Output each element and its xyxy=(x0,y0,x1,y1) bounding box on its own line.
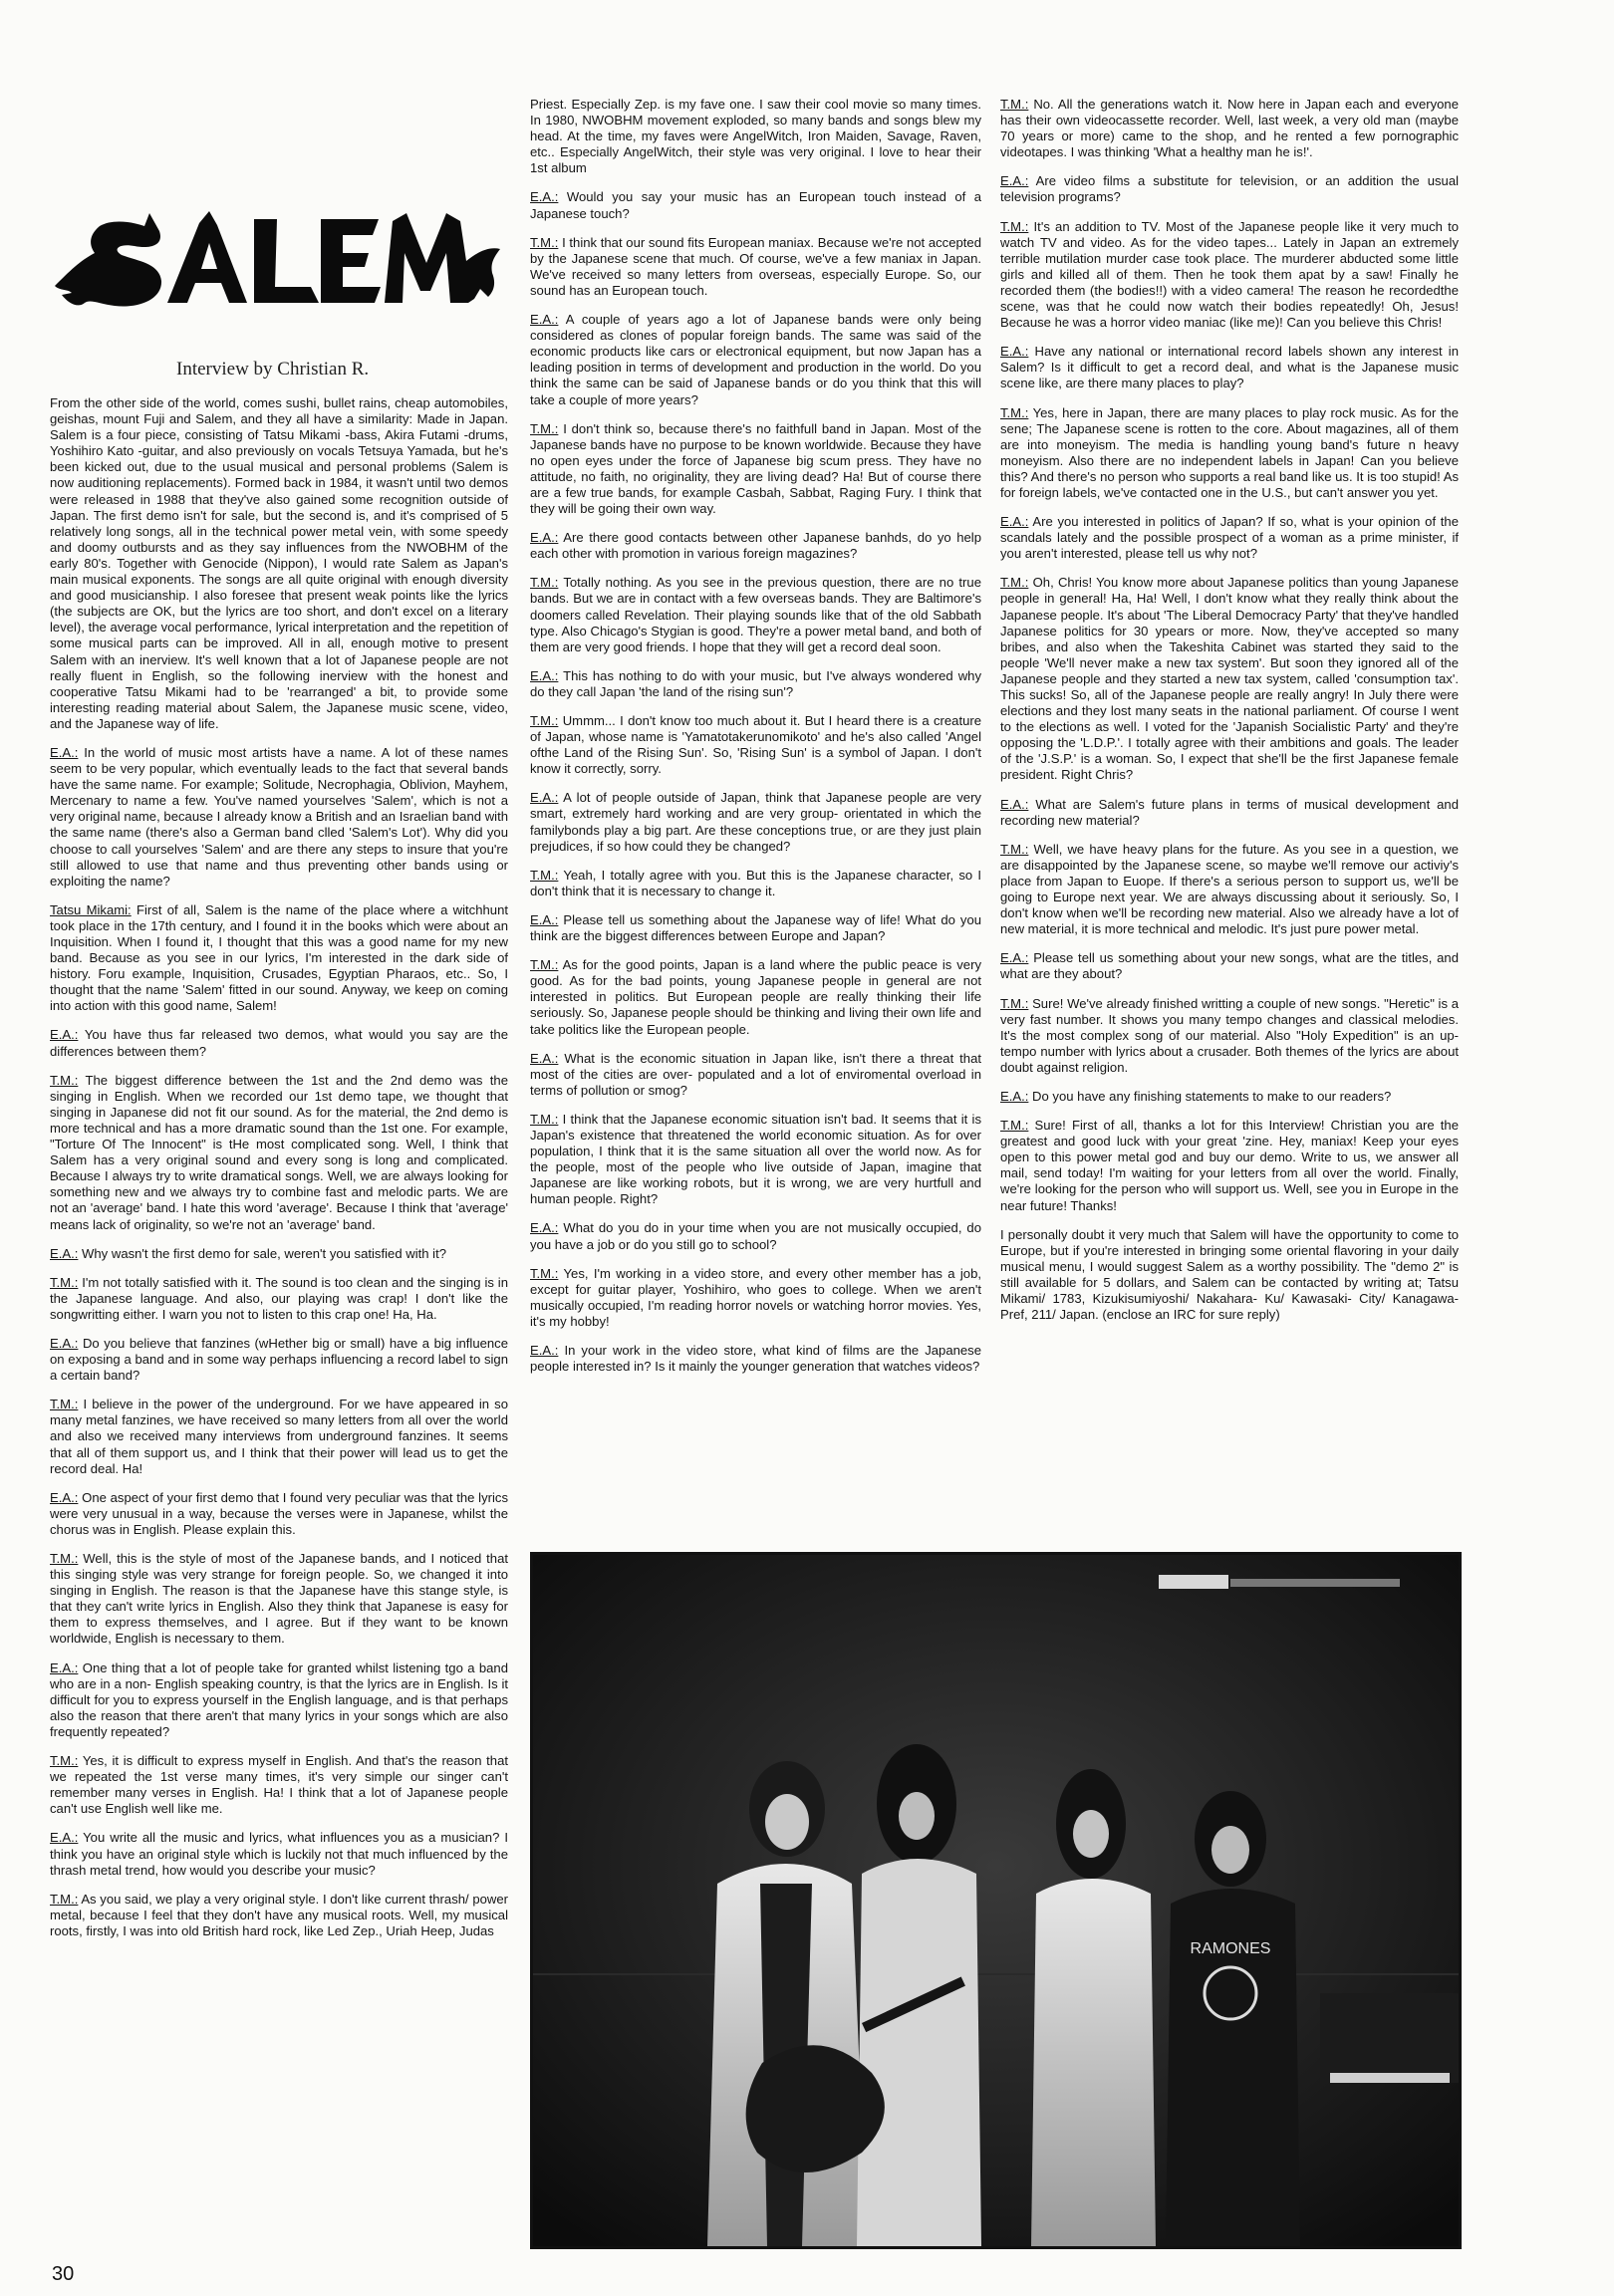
speaker-label: T.M.: xyxy=(50,1753,79,1769)
paragraph xyxy=(50,902,508,1015)
speaker-label: E.A.: xyxy=(1000,514,1029,530)
paragraph-text: One aspect of your first demo that I found very peculiar was that the lyrics were very unusual in a way, because the verses were in Japanese, whilst the chorus was in English. Please explain this. xyxy=(50,1489,508,1537)
paragraph-text: I don't think so, because there's no faithfull band in Japan. Most of the Japanese bands have no purpose to be known worldwide. Because they have no open eyes under the force of Japanese big scum press. They have no attitude, no faith, no originality, they are living dead? Ha! But of course there are a few true bands, for example Casbah, Sabbat, Raging Fury. I think that they will be going their own way. xyxy=(530,420,981,517)
paragraph-text: As for the good points, Japan is a land where the public peace is very good. As for the bad points, young Japanese people in general are not interested in politics. But European people are really thinking their life seriously. So, Japanese people should be thinking and living their own life and take politics like the European people. xyxy=(530,957,981,1037)
paragraph-text: Please tell us something about the Japanese way of life! What do you think are the biggest differences between Europe and Japan? xyxy=(530,911,981,944)
paragraph xyxy=(50,745,508,890)
paragraph-text: What do you do in your time when you are not musically occupied, do you have a job or do you still go to school? xyxy=(530,1220,981,1252)
paragraph xyxy=(1000,1227,1459,1324)
paragraph-text: Oh, Chris! You know more about Japanese politics than young Japanese people in general! Ha, Ha! Well, I don't know what they really think about the Japanese people. It's about 'The Liberal Democracy Party' that they've handled Japanese politics for 30 ypears or more. Now, they've accepted so many bribes, and also when the Takeshita Cabinet was started they said to the people 'We'll never make a new tax system'. But soon they ignored all of the Japanese people and they started a new tax system, called 'consumption tax'. This sucks! So, all of the Japanese people are really angry! In July there were elections and they lost many seats in the national parliament. Of course I went to the elections as well. I voted for the 'Japanish Socialistic Party' and they're opposing the 'L.D.P.'. I totally agree with their ambitions and goals. The leader of the 'J.S.P.' is a woman. So, I expect that she'll be the first Japanese female president. Right Chris? xyxy=(1000,575,1459,783)
paragraph xyxy=(1000,173,1459,205)
paragraph xyxy=(1000,405,1459,502)
paragraph-text: You write all the music and lyrics, what influences you as a musician? I think you have an original style which is luckily not that much influenced by the thrash metal trend, how would you describe your music? xyxy=(50,1830,508,1878)
speaker-label: T.M.: xyxy=(1000,218,1029,234)
speaker-label: T.M.: xyxy=(1000,1118,1029,1134)
paragraph xyxy=(50,395,508,732)
paragraph-text: Have any national or international record labels shown any interest in Salem? Is it difficult to get a record deal, and what is the Japanese music scene like, are there many places to play? xyxy=(1000,344,1459,391)
paragraph xyxy=(530,1051,981,1099)
speaker-label: T.M.: xyxy=(530,957,559,973)
paragraph-text: You have thus far released two demos, what would you say are the differences between them? xyxy=(50,1027,508,1059)
paragraph-text: What is the economic situation in Japan like, isn't there a threat that most of the cities are over- populated and a lot of enviromental overload in terms of pollution or smog? xyxy=(530,1050,981,1098)
paragraph-text: Yes, I'm working in a video store, and every other member has a job, except for guitar player, Yoshihiro, who goes to college. When we aren't musically occupied, I'm reading horror novels or watching horror movies. Yes, it's my hobby! xyxy=(530,1265,981,1329)
paragraph-text: Are you interested in politics of Japan? If so, what is your opinion of the scandals lately and the possible prospect of a woman as a prime minister, if you aren't interested, please tell us why not? xyxy=(1000,514,1459,562)
paragraph xyxy=(530,957,981,1037)
paragraph xyxy=(530,530,981,562)
paragraph-text: A couple of years ago a lot of Japanese bands were only being considered as clones of popular foreign bands. The same was said of the economic products like cars or electronical equipment, but now Japan has a leading position in terms of development and production in the world. Do you think the same can be said of Japanese bands or do you think that this will take a couple of more years? xyxy=(530,312,981,407)
paragraph xyxy=(530,1343,981,1375)
speaker-label: E.A.: xyxy=(530,667,559,683)
speaker-label: T.M.: xyxy=(50,1274,79,1290)
speaker-label: T.M.: xyxy=(1000,97,1029,112)
paragraph xyxy=(50,1490,508,1538)
paragraph xyxy=(1000,1089,1459,1105)
paragraph-text: Do you have any finishing statements to make to our readers? xyxy=(1032,1088,1392,1104)
article-column-1 xyxy=(50,395,508,2253)
paragraph-text: What are Salem's future plans in terms of musical development and recording new material? xyxy=(1000,796,1459,828)
speaker-label: E.A.: xyxy=(530,1343,559,1358)
speaker-label: T.M.: xyxy=(50,1397,79,1412)
paragraph-text: I think that our sound fits European maniax. Because we're not accepted by the Japanese scene that much. Of course, we've a few maniax in Japan. We've received so many letters from overseas, especially Europe. So, our sound has an European touch. xyxy=(530,234,981,298)
paragraph-text: From the other side of the world, comes sushi, bullet rains, cheap automobiles, geishas, mount Fuji and Salem, and they all have a similarity: Made in Japan. Salem is a four piece, consisting of Tatsu Mikami -bass, Akira Futami -drums, Yoshihiro Kato -guitar, and also previously on vocals Tetsuya Yamada, but he's been kicked out, due to the usual musical and personal problems (Salem is now auditioning replacements). Formed back in 1984, it wasn't until two demos were released in 1988 that they've also gained some recognition outside of Japan. The first demo isn't for sale, but the second is, and it's comprised of 5 relatively long songs, all in the technical power metal vein, with some speedy and doomy outbursts and as they say influences from the NWOBHM of the early 80's. Together with Genocide (Nippon), I would rate Salem as Japan's main musical exponents. The songs are all quite original with enough diversity and good musicianship. I also foresee that present weak points like the lyrics (the subjects are OK, but the lyrics are too short, and don't excel on a literary level), the average vocal performance, lyrical interpretation and the repetition of some musical parts can be improved. All in all, enough motive to present Salem with an inerview. It's well known that a lot of Japanese people are not really fluent in English, so the following inerview with the honest and cooperative Tatsu Mikami had to be 'rearranged' a bit, to provide some interesting reading material about Salem, the Japanese music scene, video, and the Japanese way of life. xyxy=(50,395,508,731)
paragraph xyxy=(50,1397,508,1476)
paragraph-text: Well, we have heavy plans for the future. As you see in a question, we are disappointed by the Japanese scene, so maybe we'll remove our activiy's place from Japan to Euope. If there's a serious person to support us, we'll be going to Europe next year. We are always discussing about it seriously. So, I don't know when we'll be recording new material. Also we already have a lot of new material, it is more technical and melodic. It's just pure power metal. xyxy=(1000,841,1459,937)
speaker-label: E.A.: xyxy=(50,1027,79,1043)
paragraph-text: A lot of people outside of Japan, think that Japanese people are very smart, extremely hard working and are very group- orientated in which the familybonds play a big part. Are these conceptions true, or are they just plain prejudices, if so how could they be changed? xyxy=(530,790,981,854)
speaker-label: T.M.: xyxy=(50,1551,79,1566)
paragraph xyxy=(1000,219,1459,332)
speaker-label: E.A.: xyxy=(1000,1088,1029,1104)
paragraph xyxy=(530,1220,981,1252)
paragraph-text: Why wasn't the first demo for sale, weren't you satisfied with it? xyxy=(82,1245,446,1261)
speaker-label: T.M.: xyxy=(530,867,559,883)
paragraph-text: I believe in the power of the underground. For we have appeared in so many metal fanzines, we have received so many letters from all over the world and also we received many interviews from underground fanzines. It seems that all of them support us, and I think that their power will lead us to get the record deal. Ha! xyxy=(50,1397,508,1476)
paragraph-text: Would you say your music has an European touch instead of a Japanese touch? xyxy=(530,189,981,221)
speaker-label: E.A.: xyxy=(50,1335,79,1351)
article-column-3 xyxy=(1000,97,1459,1536)
paragraph xyxy=(1000,1118,1459,1214)
paragraph-text: Sure! We've already finished writting a couple of new songs. "Heretic" is a very fast number. It shows you many tempo changes and classical melodies. It's the most complex song of our material. Also "Holy Expedition" is an up-tempo number with lyrics about a crusader. Both themes of the lyrics are about doubt against religion. xyxy=(1000,995,1459,1075)
speaker-label: E.A.: xyxy=(530,1050,559,1066)
paragraph-text: I personally doubt it very much that Salem will have the opportunity to come to Europe, but if you're interested in bringing some oriental flavoring in your daily musical menu, I would suggest Salem as a worthy possibility. The "demo 2" is still available for 5 dollars, and Salem can be contacted by writing at; Tatsu Mikami/ 1783, Kizukisumiyoshi/ Nakahara- Ku/ Kawasaki- City/ Kanagawa- Pref, 211/ Japan. (enclose an IRC for sure reply) xyxy=(1000,1226,1459,1323)
shirt-print: RAMONES xyxy=(1190,1940,1271,1957)
paragraph xyxy=(50,1830,508,1878)
paragraph-text: Ummm... I don't know too much about it. But I heard there is a creature of Japan, whose name is 'Yamatotakerunomikoto' and he's also called 'Angel ofthe Land of the Rising Sun'. So, 'Rising Sun' is a symbol of Japan. I don't know it correctly, sorry. xyxy=(530,713,981,777)
paragraph xyxy=(1000,797,1459,829)
speaker-label: E.A.: xyxy=(530,189,559,205)
speaker-label: E.A.: xyxy=(530,1220,559,1236)
speaker-label: T.M.: xyxy=(530,1111,559,1127)
speaker-label: E.A.: xyxy=(530,530,559,546)
paragraph-text: Yes, here in Japan, there are many places to play rock music. As for the sene; The Japanese scene is rotten to the core. About magazines, all of them are into moneyism. The media is handling young band's future n heavy moneyism. Also there are no independent labels in Japan! Can you believe this? And there's no person who supports a real band like us. It is too stupid! As for foreign labels, we've contacted one in the U.S., but can't answer you yet. xyxy=(1000,404,1459,500)
paragraph-text: Please tell us something about your new songs, what are the titles, and what are they about? xyxy=(1000,950,1459,982)
paragraph xyxy=(1000,842,1459,938)
paragraph-text: I'm not totally satisfied with it. The sound is too clean and the singing is in the Japanese language. And also, our playing was crap! I don't like the songwritting either. I warn you not to listen to this crap one! Ha, Ha. xyxy=(50,1274,508,1322)
band-photo xyxy=(530,1552,1462,2249)
speaker-label: E.A.: xyxy=(50,1489,79,1505)
page-number: 30 xyxy=(52,2263,75,2285)
paragraph xyxy=(50,1892,508,1939)
paragraph xyxy=(50,1073,508,1233)
speaker-label: E.A.: xyxy=(50,1830,79,1846)
speaker-label: T.M.: xyxy=(50,1891,79,1907)
paragraph xyxy=(530,235,981,299)
speaker-label: Tatsu Mikami: xyxy=(50,901,132,917)
paragraph xyxy=(50,1336,508,1384)
paragraph xyxy=(1000,97,1459,160)
paragraph-text: Are there good contacts between other Japanese banhds, do yo help each other with promotion in various foreign magazines? xyxy=(530,530,981,562)
paragraph xyxy=(50,1660,508,1740)
article-column-2 xyxy=(530,97,981,1541)
paragraph xyxy=(530,189,981,221)
speaker-label: T.M.: xyxy=(530,420,559,436)
paragraph xyxy=(1000,344,1459,391)
paragraph-text: Are video films a substitute for television, or an addition the usual television programs? xyxy=(1000,173,1459,205)
speaker-label: T.M.: xyxy=(1000,404,1029,420)
speaker-label: E.A.: xyxy=(1000,796,1029,812)
paragraph xyxy=(530,868,981,899)
paragraph-text: Well, this is the style of most of the Japanese bands, and I noticed that this singing style was very strange for foreign people. So, we changed it into singing in English. The reason is that the Japanese have this stange style, is that they can't write lyrics in English. Also they think that Japanese is easy for them to express themselves, and I agree. But if they want to be known worldwide, English is necessary to them. xyxy=(50,1551,508,1647)
salem-band-logo xyxy=(50,191,503,331)
paragraph-text: No. All the generations watch it. Now here in Japan each and everyone has their own videocassette recorder. Well, last week, a very old man (maybe 70 years or more) came to the shop, and he rented a few pornographic videotapes. I was thinking 'What a healthy man he is!'. xyxy=(1000,97,1459,160)
paragraph xyxy=(50,1027,508,1059)
paragraph-text: It's an addition to TV. Most of the Japanese people like it very much to watch TV and video. As for the video tapes... Lately in Japan an extremely terrible mutilation murder case took place. The murderer abducted some little girls and killed all of them. Then he took them apat by a saw! Finally he recorded them (the bodies!!) with a video camera! The reason he recordedthe scene, was that he could now watch their bodies repeatedly! Oh, Jesus! Because he was a horror video maniac (like me)! Can you believe this Chris! xyxy=(1000,218,1459,331)
paragraph xyxy=(50,1753,508,1817)
speaker-label: E.A.: xyxy=(50,744,79,760)
paragraph-text: Do you believe that fanzines (wHether big or small) have a big influence on exposing a band and in some way perhaps influencing a record label to sign a certain band? xyxy=(50,1335,508,1384)
speaker-label: T.M.: xyxy=(530,713,559,728)
paragraph xyxy=(530,790,981,854)
paragraph xyxy=(50,1551,508,1648)
paragraph-text: This has nothing to do with your music, but I've always wondered why do they call Japan 'the land of the rising sun'? xyxy=(530,667,981,699)
paragraph-text: As you said, we play a very original style. I don't like current thrash/ power metal, because I feel that they don't have any musical roots. Well, my musical roots, firstly, I was into old British hard rock, like Led Zep., Uriah Heep, Judas xyxy=(50,1891,508,1938)
speaker-label: T.M.: xyxy=(530,234,559,250)
speaker-label: T.M.: xyxy=(530,575,559,591)
paragraph-text: One thing that a lot of people take for granted whilst listening tgo a band who are in a non- English speaking country, is that the lyrics are in English. Is it difficult for you to express yourself in the English language, and is that perhaps also the reason that there aren't that many lyrics in your songs which are also frequently repeated? xyxy=(50,1659,508,1739)
paragraph xyxy=(530,668,981,700)
paragraph-text: First of all, Salem is the name of the place where a witchhunt took place in the 17th century, and I found it in the books which were about an Inquisition. When I found it, I thought that this was a good name for my new band. Because as you see in our lyrics, I'm interested in the dark side of history. Foru example, Inquisition, Crusades, Egyptian Pharaos, etc.. So, I thought that the name 'Salem' fitted in our sound. Anyway, we keep on coming into action with this good name, Salem! xyxy=(50,901,508,1014)
speaker-label: T.M.: xyxy=(1000,995,1029,1011)
speaker-label: T.M.: xyxy=(1000,841,1029,857)
speaker-label: E.A.: xyxy=(1000,173,1029,189)
paragraph-text: In your work in the video store, what kind of films are the Japanese people interested in? Is it mainly the younger generation that watches videos? xyxy=(530,1343,981,1375)
byline: Interview by Christian R. xyxy=(176,359,370,380)
speaker-label: T.M.: xyxy=(530,1265,559,1281)
speaker-label: E.A.: xyxy=(1000,950,1029,966)
paragraph xyxy=(1000,950,1459,982)
paragraph-text: Priest. Especially Zep. is my fave one. I saw their cool movie so many times. In 1980, NWOBHM movement exploded, so many bands and songs blew my head. At the time, my faves were AngelWitch, Iron Maiden, Savage, Raven, etc.. Especially AngelWitch, their style was very original. I love to hear their 1st album xyxy=(530,97,981,176)
paragraph xyxy=(1000,575,1459,783)
paragraph-text: I think that the Japanese economic situation isn't bad. It seems that it is Japan's existence that threatened the world economic situation. As for over population, I think that it is the same situation all over the world now. As for the people, most of the people who live outside of Japan, imagine that Japanese are like working robots, but it is wrong, we are very hurtfull and human people. Right? xyxy=(530,1111,981,1207)
paragraph-text: Yes, it is difficult to express myself in English. And that's the reason that we repeated the 1st verse many times, it's very simple our singer can't remember many verses in English. Ha! I think that a lot of Japanese people can't use English well like me. xyxy=(50,1753,508,1817)
paragraph xyxy=(530,97,981,176)
speaker-label: E.A.: xyxy=(530,790,559,806)
paragraph xyxy=(1000,514,1459,562)
paragraph xyxy=(530,912,981,944)
paragraph xyxy=(50,1275,508,1323)
speaker-label: E.A.: xyxy=(530,911,559,927)
paragraph xyxy=(530,1112,981,1208)
paragraph-text: Yeah, I totally agree with you. But this is the Japanese character, so I don't think that it is necessary to change it. xyxy=(530,867,981,898)
paragraph xyxy=(530,713,981,777)
paragraph xyxy=(530,575,981,654)
paragraph xyxy=(530,421,981,518)
speaker-label: E.A.: xyxy=(1000,344,1029,360)
paragraph xyxy=(530,312,981,408)
paragraph xyxy=(1000,996,1459,1076)
speaker-label: E.A.: xyxy=(50,1245,79,1261)
paragraph-text: The biggest difference between the 1st and the 2nd demo was the singing in English. When we recorded our 1st demo tape, we thought that singing in Japanese did not fit our sound. As for the material, the 2nd demo is more technical and has a more dramatic sound than the 1st one. For example, "Torture Of The Innocent" is tHe most complicated song. Well, I think that Salem has a very original sound and every song is long and complicated. Because I always try to write dramatical songs. Well, we are always looking for something new and we always try to combine fast and melodic parts. We are not an 'average' band. I hate this word 'average'. Because I think that 'average' means lack of originality, so we're not an 'average' band. xyxy=(50,1072,508,1232)
paragraph xyxy=(50,1246,508,1262)
paragraph-text: In the world of music most artists have a name. A lot of these names seem to be very popular, which eventually leads to the fact that several bands have the same name. For example; Solitude, Necrophagia, Oblivion, Mayhem, Mercenary to name a few. You've named yourselves 'Salem', which is not a very original name, because I already know a British and an Israelian band with the same name (there's also a German band clled 'Salem's Lot'). Why did you choose to call yourselves 'Salem' and are there any steps to insure that you're still allowed to use that name and thus preventing other bands using or exploiting the name? xyxy=(50,744,508,889)
paragraph xyxy=(530,1266,981,1330)
speaker-label: E.A.: xyxy=(530,312,559,328)
paragraph-text: Sure! First of all, thanks a lot for this Interview! Christian you are the greatest and good luck with your great 'zine. Hey, maniax! Keep your eyes open to this power metal god and buy our demo. Write to us, we answer all mail, send today! I'm waiting for your letters from all over the world. Finally, we're looking for the person who will support us. Well, see you in Europe in the near future! Thanks! xyxy=(1000,1118,1459,1213)
paragraph-text: Totally nothing. As you see in the previous question, there are no true bands. But we are in contact with a few overseas bands. They are Baltimore's doomers called Revelation. Their playing sounds like that of the old Sabbath type. Also Chicago's Stygian is good. They're a power metal band, and both of them are very good friends. I hope that they will get a record deal soon. xyxy=(530,575,981,654)
speaker-label: T.M.: xyxy=(1000,575,1029,591)
speaker-label: T.M.: xyxy=(50,1072,79,1088)
speaker-label: E.A.: xyxy=(50,1659,79,1675)
